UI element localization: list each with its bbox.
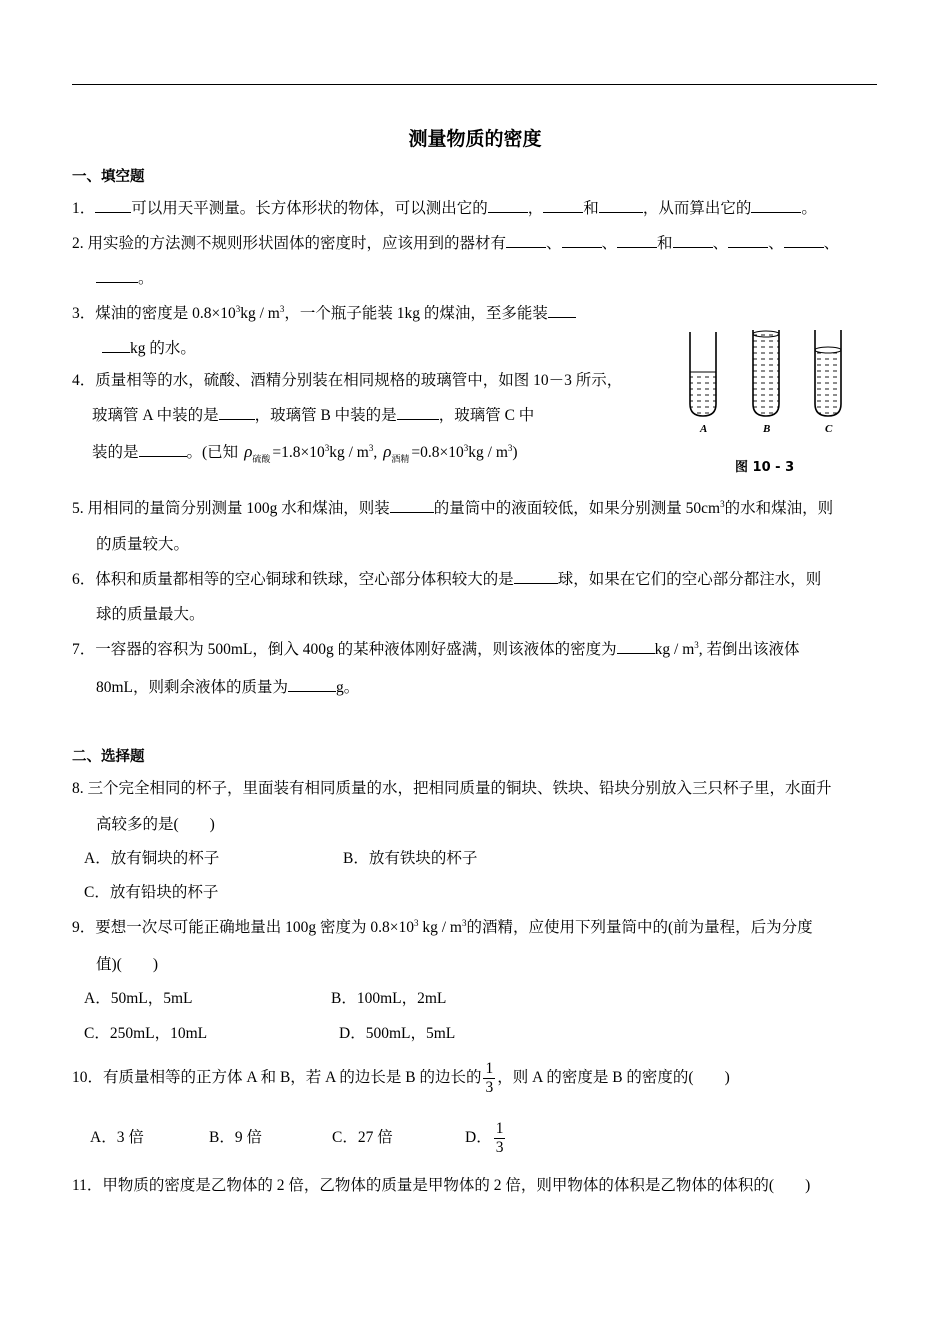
header-rule	[72, 84, 877, 85]
blank	[506, 233, 546, 248]
section-heading-fill-blank: 一、填空题	[72, 169, 145, 185]
blank	[219, 405, 255, 420]
option-8a: A．放有铜块的杯子	[84, 850, 220, 867]
option-9d: D．500mL，5mL	[339, 1025, 456, 1042]
option-10b: B．9 倍	[209, 1129, 262, 1146]
question-6: 6．体积和质量都相等的空心铜球和铁球，空心部分体积较大的是 球，如果在它们的空心部分都注水，则	[72, 571, 822, 588]
question-7: 7．一容器的容积为 500mL，倒入 400g 的某种液体刚好盛满，则该液体的密度为 kg / $m^3$, 若倒出该液体	[72, 640, 800, 658]
option-10c: C．27 倍	[332, 1129, 393, 1146]
blank	[728, 233, 768, 248]
tube-b-liquid	[753, 334, 779, 416]
blank	[617, 639, 655, 654]
question-8-cont: 高较多的是( )	[96, 816, 215, 833]
blank	[96, 268, 138, 283]
tube-c-liquid	[815, 350, 841, 416]
question-2: 2. 用实验的方法测不规则形状固体的密度时，应该用到的器材有 、 、 和 、 、 、	[72, 235, 840, 252]
option-9c: C．250mL，10mL	[84, 1025, 208, 1042]
blank	[784, 233, 824, 248]
question-5: 5. 用相同的量筒分别测量 100g 水和煤油，则装 的量筒中的液面较低，如果分别测量 $50cm^3$的水和煤油，则	[72, 499, 834, 517]
blank	[95, 198, 131, 213]
blank	[673, 233, 713, 248]
blank	[139, 442, 187, 457]
tube-label-a: A	[700, 423, 708, 435]
tube-b	[753, 330, 779, 416]
section-heading-multiple-choice: 二、选择题	[72, 749, 145, 765]
fraction-one-third: $\frac{1}{3}$	[495, 1119, 504, 1156]
tube-label-c: C	[825, 423, 833, 435]
tube-c	[815, 330, 841, 416]
question-3: 3．煤油的密度是 $0.8\times 10^3kg / m^3$，一个瓶子能装 1kg 的煤油，至多能装	[72, 303, 576, 324]
blank	[751, 198, 801, 213]
blank	[617, 233, 657, 248]
question-5-cont: 的质量较大。	[96, 536, 190, 553]
option-9a: A．50mL，5mL	[84, 990, 193, 1007]
blank	[562, 233, 602, 248]
blank	[397, 405, 439, 420]
question-9-cont: 值)( )	[96, 956, 158, 973]
figure-caption: 图 10 - 3	[735, 460, 795, 475]
blank	[288, 677, 336, 692]
question-4-line2: 玻璃管 A 中装的是 ，玻璃管 B 中装的是 ，玻璃管 C 中	[92, 407, 535, 424]
blank	[548, 303, 576, 318]
option-10d: D． $\frac{1}{3}$	[465, 1119, 504, 1156]
fraction-one-third: $\frac{1}{3}$	[485, 1059, 494, 1096]
tube-label-b: B	[763, 423, 771, 435]
question-4: 4．质量相等的水，硫酸、酒精分别装在相同规格的玻璃管中，如图 10－3 所示，	[72, 372, 623, 389]
tube-a-liquid	[690, 372, 716, 416]
option-9b: B．100mL，2mL	[331, 990, 447, 1007]
option-10a: A．3 倍	[90, 1129, 144, 1146]
question-4-line3: 装的是 。(已知 $\rho_{硫酸} =1.8\times 10^3kg / m^3$, $\rho_{酒精} =0.8\times 10^3kg / m^3$)	[92, 442, 518, 464]
tube-a	[690, 332, 716, 416]
question-7-cont: 80mL，则剩余液体的质量为 g。	[96, 679, 360, 696]
option-8b: B．放有铁块的杯子	[343, 850, 478, 867]
blank	[514, 569, 558, 584]
question-9: 9．要想一次尽可能正确地量出 100g 密度为 $0.8\times 10^3$ kg / $m^3$的酒精，应使用下列量筒中的(前为量程，后为分度	[72, 918, 813, 936]
question-10: 10．有质量相等的正方体 A 和 B，若 A 的边长是 B 的边长的 $\frac{1}{3}$ ，则 A 的密度是 B 的密度的( )	[72, 1059, 730, 1096]
question-11: 11．甲物质的密度是乙物体的 2 倍，乙物体的质量是甲物体的 2 倍，则甲物体的体积是乙物体的体积的( )	[72, 1177, 811, 1194]
blank	[599, 198, 643, 213]
blank	[102, 338, 130, 353]
page-title: 测量物质的密度	[408, 128, 542, 150]
question-2-cont: 。	[96, 268, 154, 289]
question-6-cont: 球的质量最大。	[96, 606, 205, 623]
question-3-cont: kg 的水。	[102, 338, 196, 359]
option-8c: C．放有铅块的杯子	[84, 884, 219, 901]
question-1: 1． 可以用天平测量。长方体形状的物体，可以测出它的 ， 和 ，从而算出它的 。	[72, 200, 817, 217]
question-8: 8. 三个完全相同的杯子，里面装有相同质量的水，把相同质量的铜块、铁块、铅块分别放入三只杯子里，水面升	[72, 780, 832, 797]
blank	[488, 198, 528, 213]
blank	[543, 198, 583, 213]
blank	[390, 498, 434, 513]
